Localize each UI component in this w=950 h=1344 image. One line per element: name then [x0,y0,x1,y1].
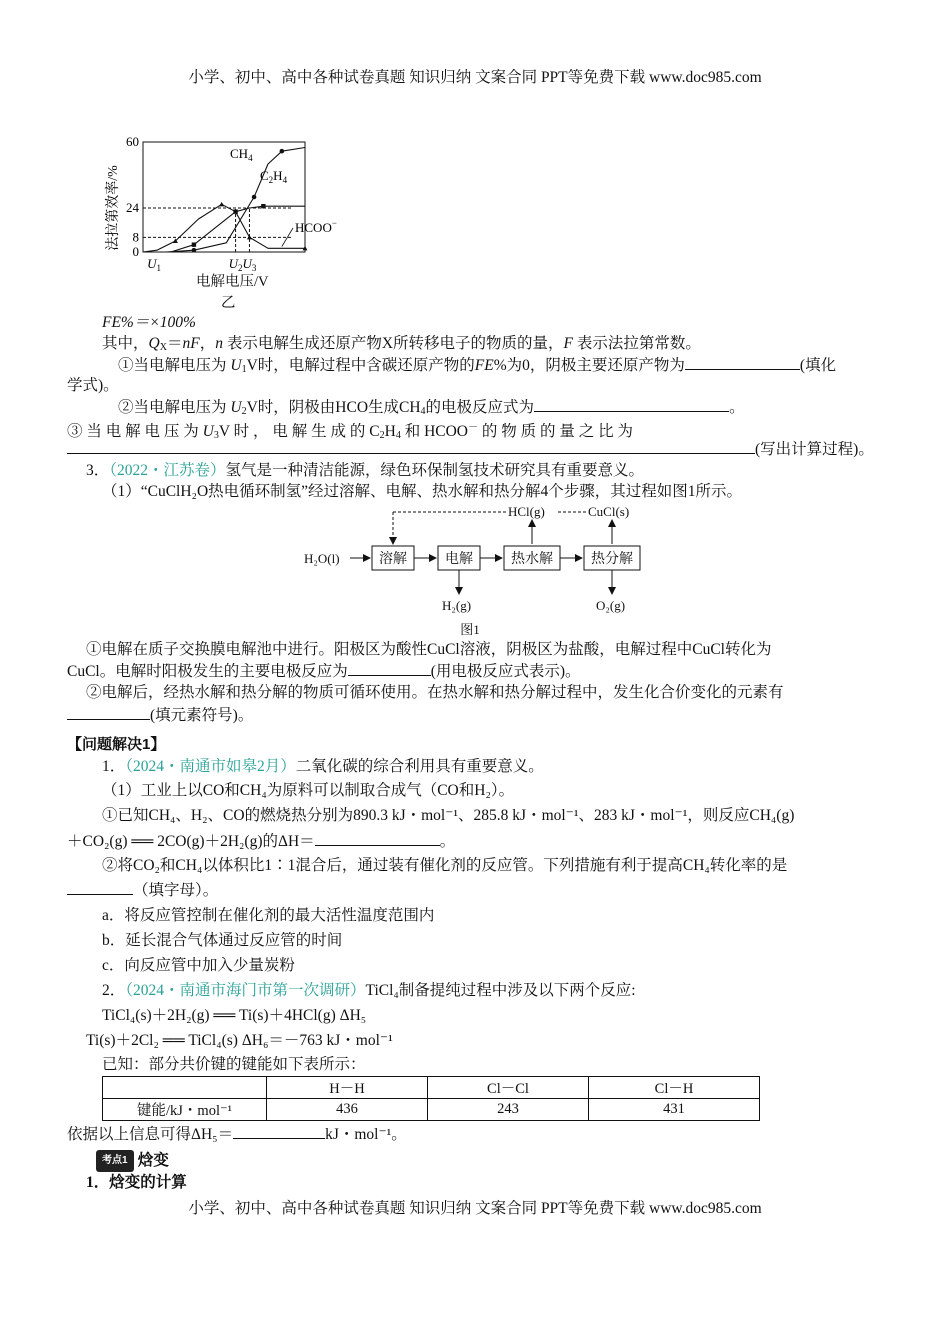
y-axis-label: 法拉第效率/% [106,165,121,251]
box-electrolysis-label: 电解 [445,552,473,567]
chart-frame [143,142,305,252]
answer-blank [685,355,800,370]
series-line-ch4 [143,148,305,253]
q3-sub-2: ②电解后，经热水解和热分解的物质可循环使用。在热水解和热分解过程中，发生化合价变化的元素有 [86,684,784,701]
q3-sub-1-cont: CuCl。电解时阳极发生的主要电极反应为 (用电极反应式表示)。 [67,663,581,680]
ps-q1-sub-2: ②将CO₂和CH₄以体积比1∶1混合后，通过装有催化剂的反应管。下列措施有利于提高CH₄转化率的是 [102,857,788,874]
x-axis-label: 电解电压/V [196,274,269,290]
fe-formula: FE%＝×100% [102,314,196,331]
q3-part-1: （1）“CuClH₂O热电循环制氢”经过溶解、电解、热水解和热分解4个步骤，其过程如图1所示。 [102,483,743,500]
q3-sub-2-cont: (填元素符号)。 [67,705,253,726]
series-label: HCOO− [295,218,337,235]
chart-caption: 乙 [221,295,236,311]
option-c: c．向反应管中加入少量炭粉 [102,957,295,974]
topic-heading: 考点1 焓变 [96,1150,169,1172]
table-row [103,1077,760,1099]
section-heading: 【问题解决1】 [67,736,166,753]
data-point [219,202,224,207]
option-b: b．延长混合气体通过反应管的时间 [102,932,343,949]
definition-line: 其中，$Q_X=nF$，n 表示电解生成还原产物X所转移电子的物质的量，F 表示法拉第常数。 [102,335,701,353]
series-label: $CH_4$ [230,146,253,163]
conclusion-line: 依据以上信息可得ΔH₅＝ kJ・mol⁻¹。 [67,1126,407,1143]
h2o-label: H₂O(l) [304,551,340,566]
answer-blank [67,705,150,720]
answer-blank [67,880,133,895]
h2-label: H₂(g) [442,598,472,613]
q-part-1: ①当电解电压为 $U_1V$时，电解过程中含碳还原产物的FE%为0，阴极主要还原产物为 (填化 [118,357,837,375]
x-tick-label: $U_2$ [228,256,243,273]
answer-blank [534,397,729,412]
box-thermal-decomposition-label: 热分解 [591,552,633,567]
box-dissolve-label: 溶解 [379,552,407,567]
data-point [280,149,285,154]
q3-sub-1: ①电解在质子交换膜电解池中进行。阳极区为酸性CuCl溶液，阴极区为盐酸，电解过程中CuCl转化为 [86,641,772,658]
o2-label: O₂(g) [596,598,626,613]
data-point [252,195,257,200]
data-point [261,204,265,208]
ps-q2-title: 2．（2024・南通市海门市第一次调研）TiCl₄制备提纯过程中涉及以下两个反应: [102,982,636,999]
table-header-cell: Cl－H [589,1077,760,1099]
ps-q1-sub-1: ①已知CH₄、H₂、CO的燃烧热分别为890.3 kJ・mol⁻¹、285.8 kJ・mol⁻¹、283 kJ・mol⁻¹，则反应CH₄(g) [102,807,795,824]
cucl-label: CuCl(s) [588,504,630,519]
y-tick-label: 8 [132,229,139,245]
answer-blank [348,661,431,676]
answer-blank [315,831,440,846]
answer-blank [233,1124,325,1139]
table-cell: 436 [267,1099,428,1121]
data-point [192,242,196,246]
subsection-heading: 1．焓变的计算 [86,1174,187,1191]
table-cell: 键能/kJ・mol⁻¹ [103,1099,267,1121]
process-flow-diagram [290,500,670,640]
table-header-cell [103,1077,267,1099]
y-tick-label: 60 [126,134,139,149]
reaction-2: Ti(s)＋2Cl₂ ══ TiCl₄(s) ΔH₆＝－763 kJ・mol⁻¹ [86,1032,393,1049]
data-point [247,235,252,240]
series-label: $C_2H_4$ [260,168,288,185]
table-row [103,1099,760,1121]
q-part-2: ②当电解电压为 $U_2V$时，阴极由HCO生成$CH_4$的电极反应式为 。 [118,399,745,417]
table-cell: 243 [428,1099,589,1121]
table-header-cell: H－H [267,1077,428,1099]
y-tick-label: 24 [126,200,139,215]
reaction-1: TiCl₄(s)＋2H₂(g) ══ Ti(s)＋4HCl(g) ΔH₅ [102,1007,367,1024]
bond-energy-table [102,1076,760,1121]
x-tick-label: $U_3$ [242,256,257,273]
page-header: 小学、初中、高中各种试卷真题 知识归纳 文案合同 PPT等免费下载 www.doc985.com [188,69,762,86]
fig1-caption: 图1 [460,622,480,637]
q-part-1-cont: 学式)。 [67,377,119,394]
hcl-label: HCl(g) [508,504,545,519]
q-part-3-cont: (写出计算过程)。 [67,439,874,460]
q-part-3: ③ 当 电 解 电 压 为 $U_3V$ 时 ， 电 解 生 成 的 $C_2H_4$ 和 HCOO－ 的 物 质 的 量 之 比 为 [67,422,633,441]
ps-q1-part-1: （1）工业上以CO和CH₄为原料可以制取合成气（CO和H₂）。 [102,782,515,799]
table-header-cell: Cl－Cl [428,1077,589,1099]
ps-q1-title: 1．（2024・南通市如皋2月）二氧化碳的综合利用具有重要意义。 [102,758,544,775]
known-info: 已知：部分共价键的键能如下表所示： [102,1056,366,1073]
x-tick-label: $U_1$ [147,256,162,273]
data-point [192,248,197,253]
option-a: a．将反应管控制在催化剂的最大活性温度范围内 [102,907,435,924]
answer-blank [67,439,755,454]
ps-q1-sub-2-cont: （填字母）。 [67,880,218,901]
page-footer: 小学、初中、高中各种试卷真题 知识归纳 文案合同 PPT等免费下载 www.doc985.com [188,1200,762,1217]
ps-q1-sub-1-cont: ＋CO₂(g) ══ 2CO(g)＋2H₂(g)的ΔH＝ 。 [67,833,456,850]
box-thermal-hydrolysis-label: 热水解 [511,552,553,567]
q3-title: 3．（2022・江苏卷）氢气是一种清洁能源，绿色环保制氢技术研究具有重要意义。 [86,462,645,479]
series-line-hcoo [143,204,305,252]
table-cell: 431 [589,1099,760,1121]
y-tick-label: 0 [132,244,139,259]
topic-badge: 考点1 [96,1150,134,1172]
